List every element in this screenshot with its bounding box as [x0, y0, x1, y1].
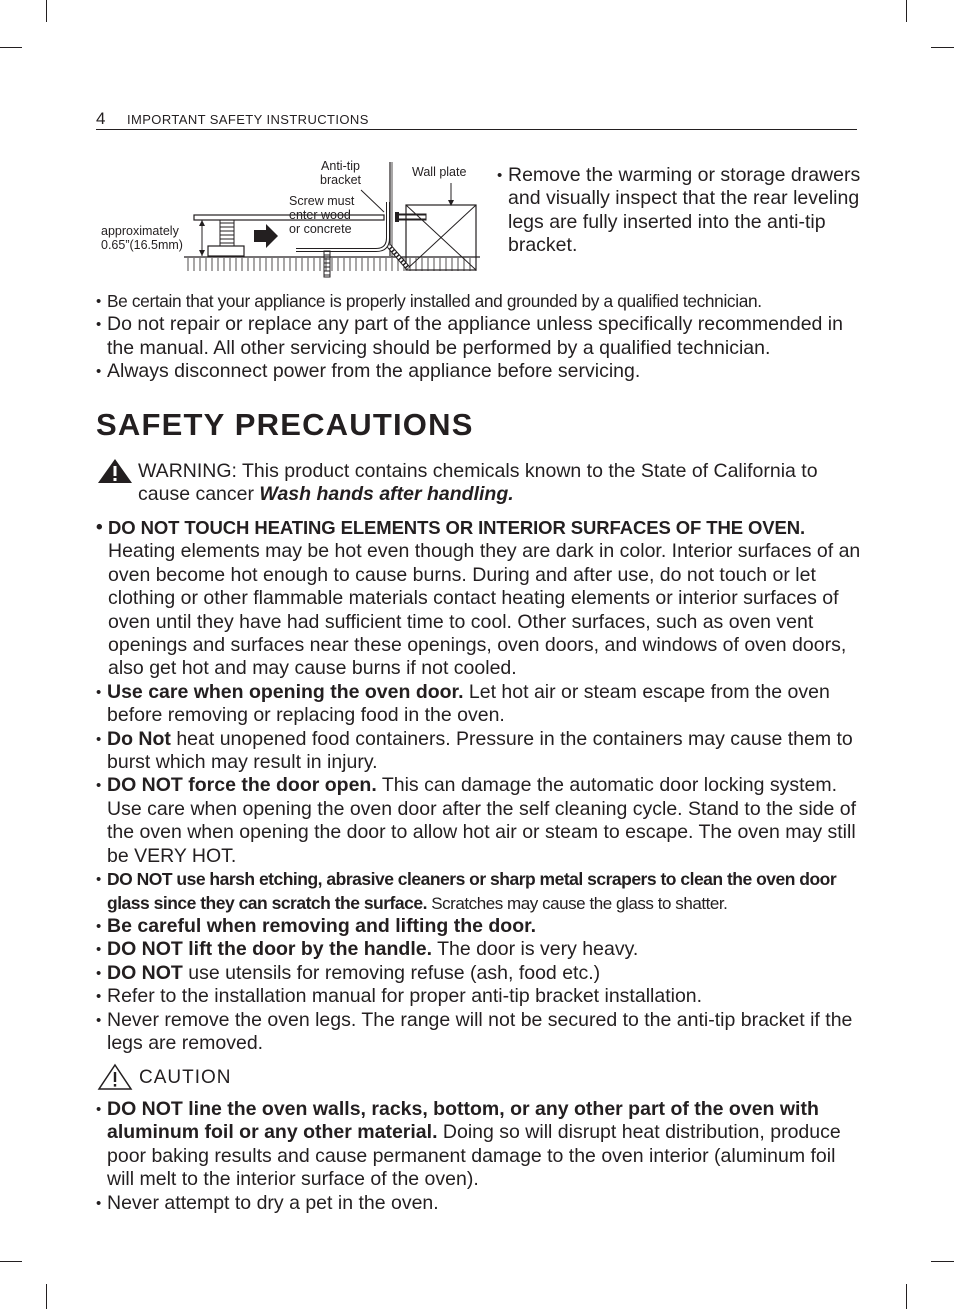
- list-item: [96, 516, 864, 681]
- item-text: Heating elements may be hot even though they are dark in color. Interior surfaces of an oven become hot enough to cause burns. During and after use, do not touch or let clothing or other flammable materials contact heating elements or interior surfaces of oven until they have had sufficient time to cool. Other surfaces, such as oven vent openings and surfaces near these openings, oven doors, and windows of oven doors, also get hot and may cause burns if not cooled.: [108, 540, 861, 680]
- crop-mark: [46, 1284, 47, 1309]
- item-text: This can damage the automatic door locking system. Use care when opening the oven door after the self cleaning cycle. Stand to the side of the oven when opening the door to allow hot air or steam to escape. The oven may still be VERY HOT.: [107, 774, 857, 867]
- item-text: use utensils for removing refuse (ash, food etc.): [182, 961, 601, 984]
- label-line: enter wood: [289, 208, 351, 222]
- label-line: approximately: [101, 224, 179, 238]
- list-item: [497, 164, 862, 258]
- item-text: Let hot air or steam escape from the oven before removing or replacing food in the oven.: [107, 680, 830, 727]
- list-item: [96, 962, 864, 985]
- item-text: Doing so will disrupt heat distribution, produce poor baking results and cause permanent damage to the oven interior (aluminum foil will melt to the interior surface of the oven).: [107, 1121, 841, 1191]
- crop-mark: [0, 47, 22, 48]
- item-text: Refer to the installation manual for proper anti-tip bracket installation.: [107, 985, 703, 1008]
- list-item: [96, 1098, 864, 1192]
- list-item: [96, 915, 864, 938]
- general-safety-list: [96, 290, 866, 384]
- bullet-text: Always disconnect power from the appliance before servicing.: [107, 360, 641, 383]
- caution-label: CAUTION: [139, 1067, 232, 1088]
- warning-body: : This product contains chemicals known to the State of California to cause cancer: [138, 460, 818, 506]
- screw-label: [289, 194, 354, 236]
- list-item: [96, 681, 864, 728]
- item-heading: DO NOT: [107, 961, 183, 984]
- crop-mark: [931, 47, 954, 48]
- warning-label: WARNING: [138, 460, 232, 482]
- section-title: SAFETY PRECAUTIONS: [96, 407, 474, 442]
- label-line: or concrete: [289, 222, 352, 236]
- list-item: [96, 868, 864, 915]
- warning-triangle-icon: [97, 458, 133, 484]
- approximate-height-label: [101, 224, 183, 252]
- warning-emphasis: Wash hands after handling.: [259, 483, 514, 506]
- caution-list: [96, 1098, 864, 1215]
- item-heading: DO NOT lift the door by the handle.: [107, 938, 432, 961]
- label-line: bracket: [320, 173, 361, 187]
- item-heading: DO NOT use harsh etching, abrasive cleaners or sharp metal scrapers to clean the oven door glass since they can scratch the surface.: [107, 869, 837, 913]
- bullet-text: Remove the warming or storage drawers and visually inspect that the rear leveling legs are fully inserted into the anti-tip bracket.: [508, 164, 861, 257]
- item-text: Scratches may cause the glass to shatter.: [426, 893, 728, 913]
- anti-tip-bracket-diagram: [96, 150, 486, 280]
- crop-mark: [46, 0, 47, 22]
- list-item: [96, 290, 866, 313]
- item-text: Never attempt to dry a pet in the oven.: [107, 1191, 439, 1214]
- caution-triangle-icon: [97, 1063, 133, 1091]
- wall-plate-label: Wall plate: [412, 165, 467, 179]
- item-heading: Be careful when removing and lifting the door.: [107, 914, 537, 937]
- item-heading: Use care when opening the oven door.: [107, 680, 464, 703]
- caution-notice: [97, 1063, 232, 1096]
- anti-tip-bracket-label: [320, 159, 361, 187]
- crop-mark: [906, 0, 907, 22]
- crop-mark: [931, 1261, 954, 1262]
- page-number: 4: [96, 109, 106, 128]
- page-header: [96, 109, 857, 130]
- list-item: [96, 1192, 864, 1215]
- label-line: Anti-tip: [321, 159, 360, 173]
- bullet-text: Be certain that your appliance is properly installed and grounded by a qualified technician.: [107, 291, 762, 311]
- list-item: [96, 1009, 864, 1056]
- crop-mark: [906, 1284, 907, 1309]
- item-text: heat unopened food containers. Pressure in the containers may cause them to burst which may result in injury.: [107, 727, 853, 774]
- list-item: [96, 728, 864, 775]
- list-item: [96, 985, 864, 1008]
- item-heading: DO NOT TOUCH HEATING ELEMENTS OR INTERIOR SURFACES OF THE OVEN.: [108, 517, 806, 538]
- bullet-text: Do not repair or replace any part of the appliance unless specifically recommended in the manual. All other servicing should be performed by a qualified technician.: [107, 313, 843, 359]
- list-item: [96, 774, 864, 868]
- item-heading: DO NOT line the oven walls, racks, bottom, or any other part of the oven with aluminum foil or any other material.: [107, 1098, 819, 1144]
- list-item: [96, 938, 864, 961]
- label-line: 0.65”(16.5mm): [101, 238, 183, 252]
- item-text: The door is very heavy.: [432, 938, 639, 961]
- precautions-list: [96, 516, 864, 1055]
- section-name: IMPORTANT SAFETY INSTRUCTIONS: [127, 112, 369, 127]
- warning-text: [138, 460, 868, 507]
- item-heading: Do Not: [107, 727, 171, 750]
- list-item: [96, 360, 866, 383]
- item-text: Never remove the oven legs. The range will not be secured to the anti-tip bracket if the legs are removed.: [107, 1008, 853, 1054]
- crop-mark: [0, 1261, 22, 1262]
- list-item: [96, 313, 866, 360]
- item-heading: DO NOT force the door open.: [107, 774, 377, 797]
- label-line: Screw must: [289, 194, 355, 208]
- figure-side-list: [497, 164, 862, 258]
